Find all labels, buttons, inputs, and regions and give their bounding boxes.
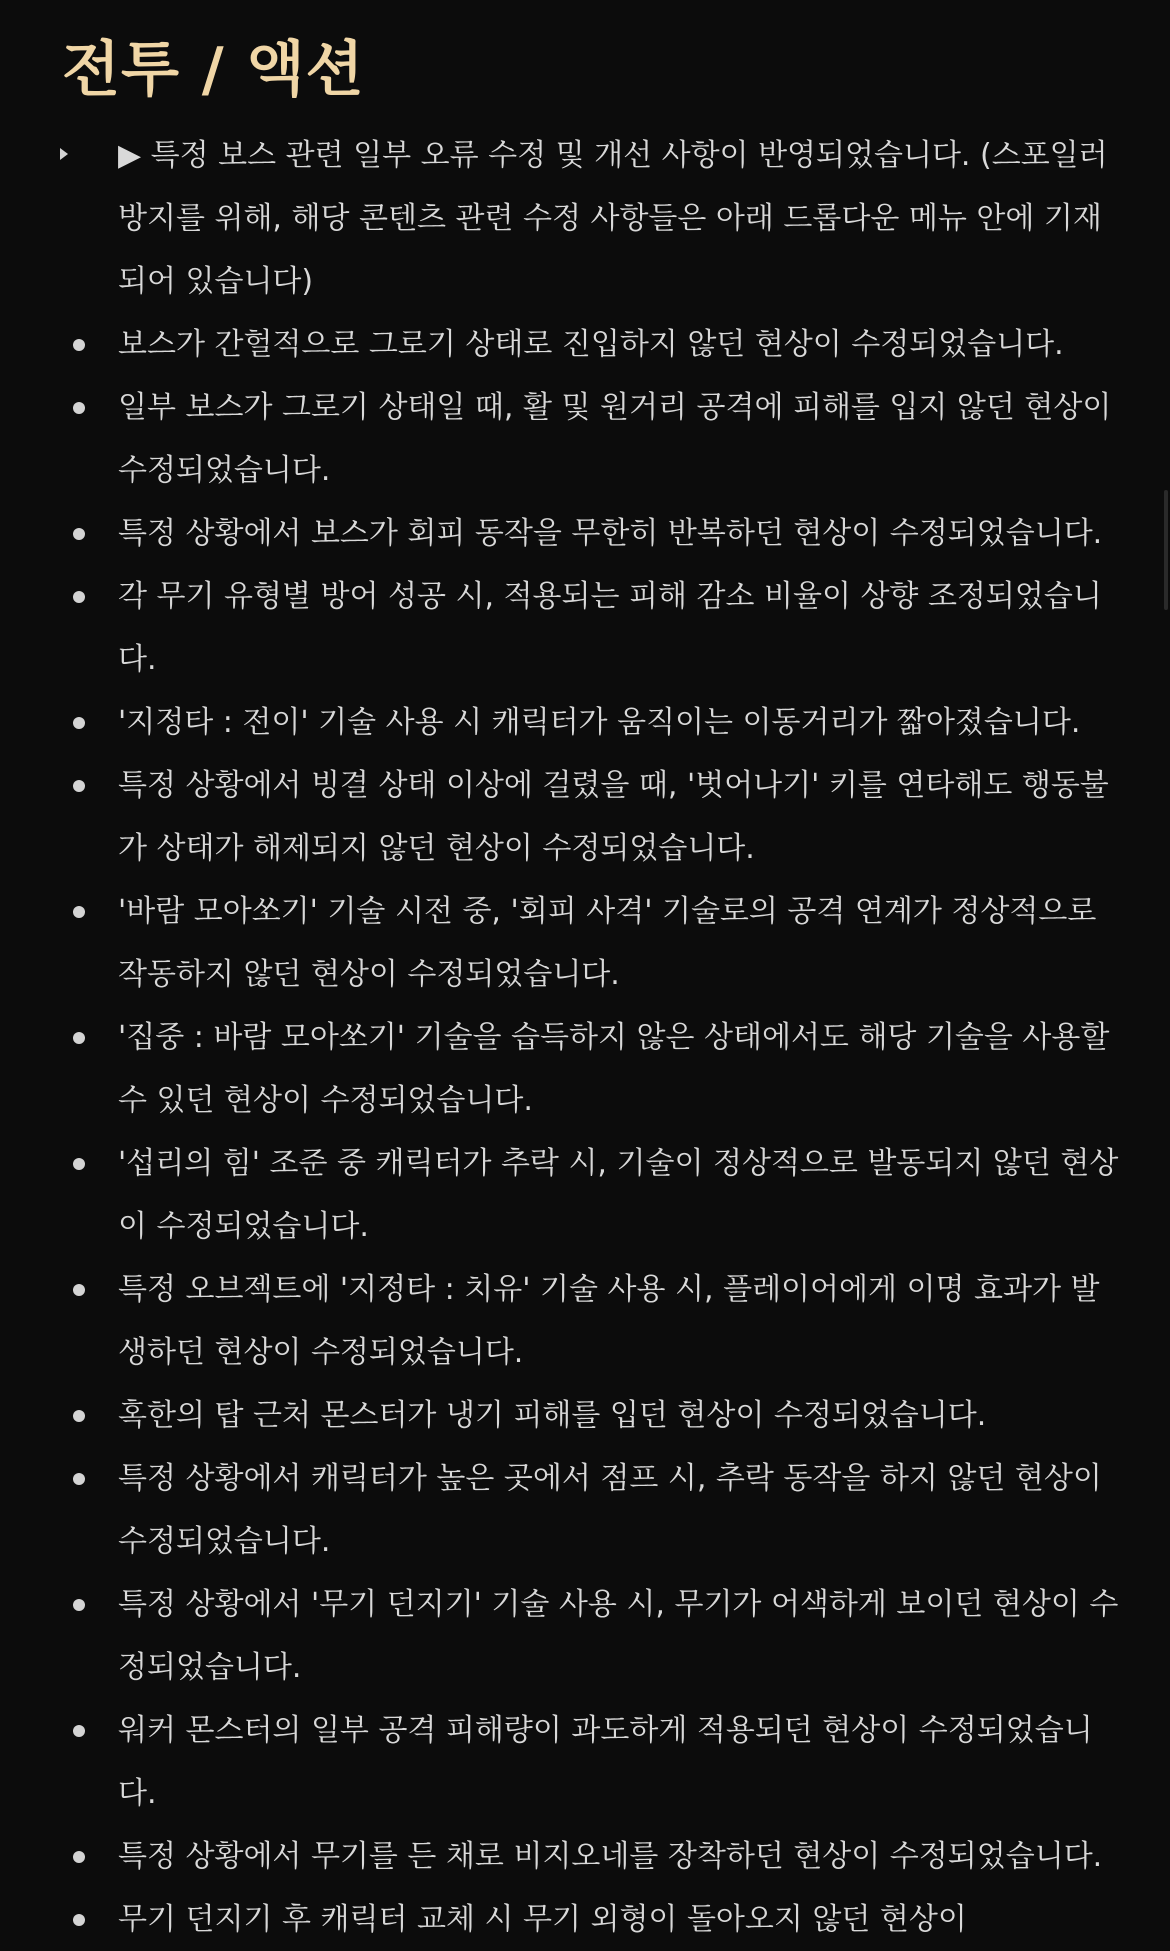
note-text: 무기 던지기 후 캐릭터 교체 시 무기 외형이 돌아오지 않던 현상이 <box>118 1902 967 1937</box>
bullet-icon <box>73 1599 85 1611</box>
bullet-icon <box>73 1284 85 1296</box>
list-item <box>0 376 1170 502</box>
list-item <box>0 1447 1170 1573</box>
list-item <box>0 1384 1170 1447</box>
list-item <box>0 1006 1170 1132</box>
list-item <box>0 502 1170 565</box>
list-item <box>0 1258 1170 1384</box>
bullet-icon <box>73 591 85 603</box>
bullet-icon <box>73 1410 85 1422</box>
bullet-icon <box>73 780 85 792</box>
list-item <box>0 1132 1170 1258</box>
bullet-icon <box>73 1851 85 1863</box>
note-text: '집중 : 바람 모아쏘기' 기술을 습득하지 않은 상태에서도 해당 기술을 사용할 수 있던 현상이 수정되었습니다. <box>118 1020 1110 1118</box>
list-item <box>0 1573 1170 1699</box>
list-item <box>0 565 1170 691</box>
note-text: 일부 보스가 그로기 상태일 때, 활 및 원거리 공격에 피해를 입지 않던 현상이 수정되었습니다. <box>118 390 1112 488</box>
list-item <box>0 313 1170 376</box>
note-text: 특정 오브젝트에 '지정타 : 치유' 기술 사용 시, 플레이어에게 이명 효과가 발생하던 현상이 수정되었습니다. <box>118 1272 1100 1370</box>
note-text: ▶ 특정 보스 관련 일부 오류 수정 및 개선 사항이 반영되었습니다. (스포일러 방지를 위해, 해당 콘텐츠 관련 수정 사항들은 아래 드롭다운 메뉴 안에 기재되어 있습니다) <box>118 138 1108 299</box>
bullet-icon <box>73 528 85 540</box>
note-text: 보스가 간헐적으로 그로기 상태로 진입하지 않던 현상이 수정되었습니다. <box>118 327 1064 362</box>
list-item <box>0 691 1170 754</box>
list-item <box>0 880 1170 1006</box>
note-text: '섭리의 힘' 조준 중 캐릭터가 추락 시, 기술이 정상적으로 발동되지 않던 현상이 수정되었습니다. <box>118 1146 1119 1244</box>
bullet-icon <box>73 339 85 351</box>
note-text: 각 무기 유형별 방어 성공 시, 적용되는 피해 감소 비율이 상향 조정되었습니다. <box>118 579 1102 677</box>
bullet-icon <box>73 906 85 918</box>
section-title: 전투 / 액션 <box>62 35 365 105</box>
list-item-dropdown[interactable] <box>0 124 1170 313</box>
note-text: '바람 모아쏘기' 기술 시전 중, '회피 사격' 기술로의 공격 연계가 정상적으로 작동하지 않던 현상이 수정되었습니다. <box>118 894 1097 992</box>
scrollbar[interactable] <box>1164 490 1168 610</box>
bullet-icon <box>73 1158 85 1170</box>
note-text: 혹한의 탑 근처 몬스터가 냉기 피해를 입던 현상이 수정되었습니다. <box>118 1398 987 1433</box>
note-text: '지정타 : 전이' 기술 사용 시 캐릭터가 움직이는 이동거리가 짧아졌습니다. <box>118 705 1081 740</box>
bullet-icon <box>73 402 85 414</box>
list-item <box>0 1825 1170 1888</box>
bullet-icon <box>73 1725 85 1737</box>
list-item <box>0 1888 1170 1951</box>
disclosure-triangle-icon[interactable] <box>60 148 68 160</box>
bullet-icon <box>73 1032 85 1044</box>
list-item <box>0 754 1170 880</box>
notes-list <box>0 124 1170 1951</box>
note-text: 특정 상황에서 빙결 상태 이상에 걸렸을 때, '벗어나기' 키를 연타해도 행동불가 상태가 해제되지 않던 현상이 수정되었습니다. <box>118 768 1109 866</box>
bullet-icon <box>73 1914 85 1926</box>
note-text: 특정 상황에서 캐릭터가 높은 곳에서 점프 시, 추락 동작을 하지 않던 현상이 수정되었습니다. <box>118 1461 1102 1559</box>
list-item <box>0 1699 1170 1825</box>
note-text: 특정 상황에서 '무기 던지기' 기술 사용 시, 무기가 어색하게 보이던 현상이 수정되었습니다. <box>118 1587 1119 1685</box>
note-text: 워커 몬스터의 일부 공격 피해량이 과도하게 적용되던 현상이 수정되었습니다. <box>118 1713 1093 1811</box>
bullet-icon <box>73 1473 85 1485</box>
bullet-icon <box>73 717 85 729</box>
note-text: 특정 상황에서 보스가 회피 동작을 무한히 반복하던 현상이 수정되었습니다. <box>118 516 1103 551</box>
note-text: 특정 상황에서 무기를 든 채로 비지오네를 장착하던 현상이 수정되었습니다. <box>118 1839 1103 1874</box>
